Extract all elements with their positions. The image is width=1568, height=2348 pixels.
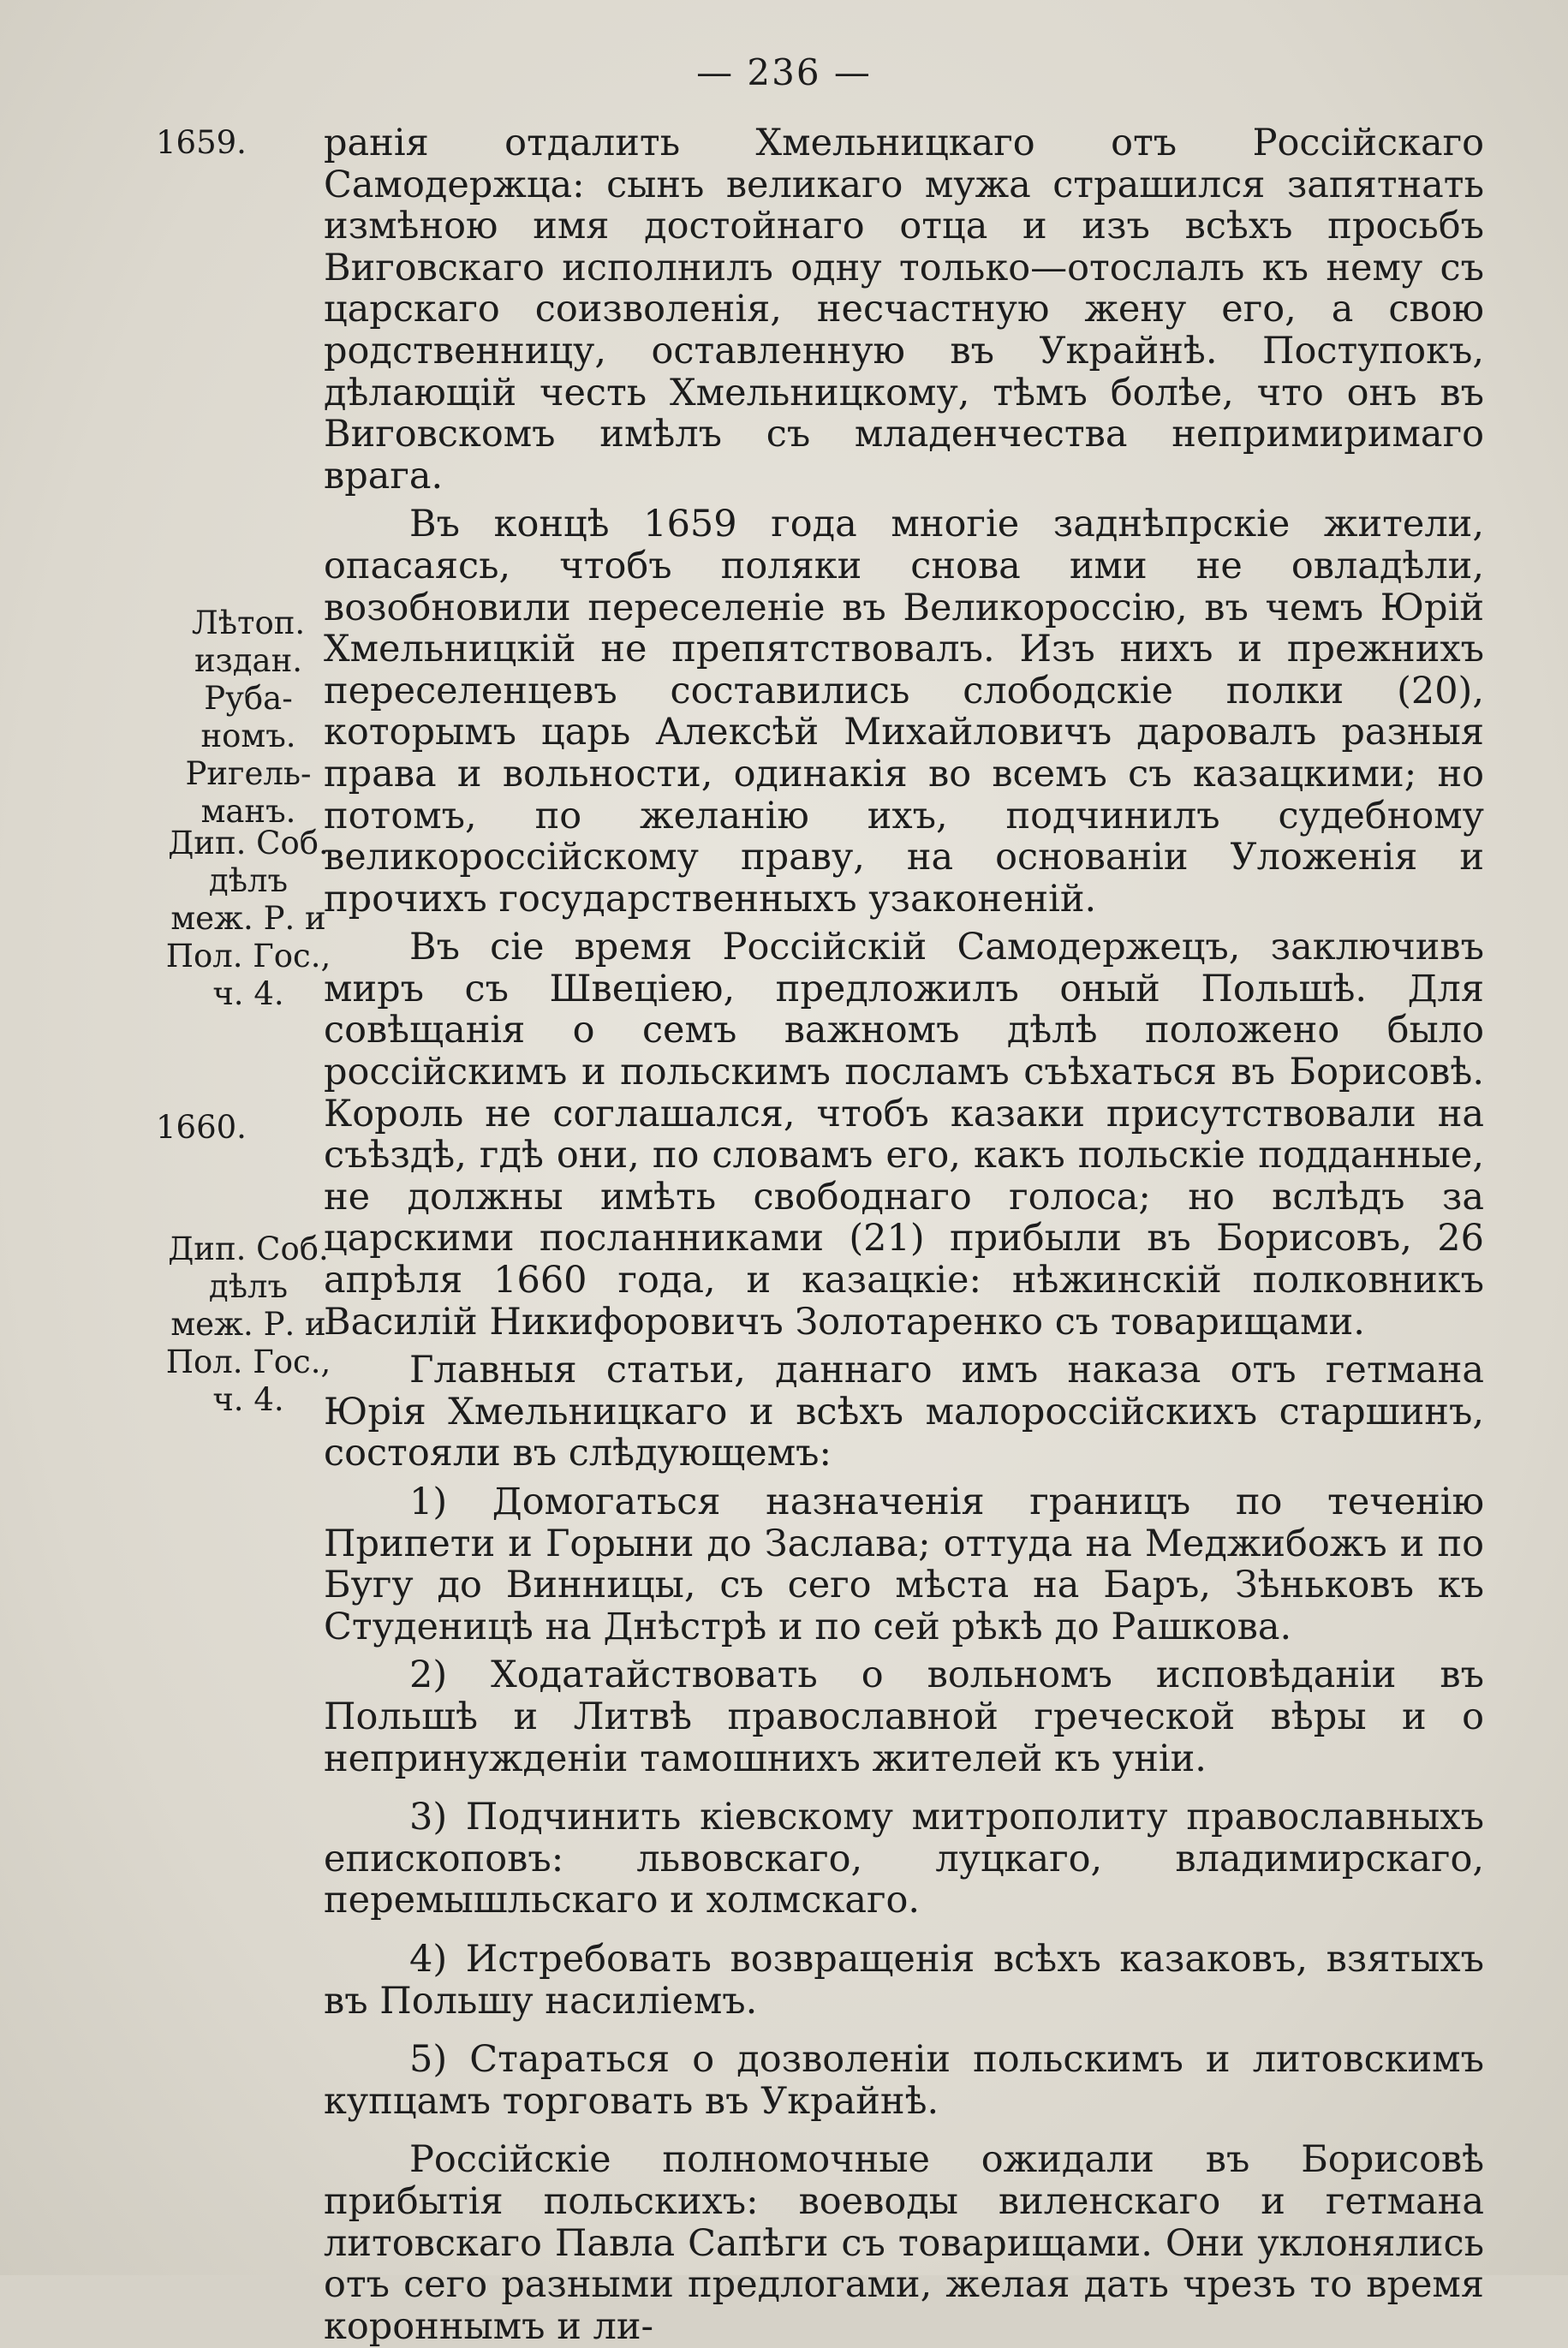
margin-note-line: Пол. Гос., [165, 1344, 331, 1380]
paragraph: Въ концѣ 1659 года многіе заднѣпрскіе жители, опасаясь, чтобъ поляки снова ими не овладѣли, возобновили переселеніе въ Великороссію, въ чемъ Юрій Хмельницкій не препятствовалъ. Изъ нихъ и прежнихъ переселенцевъ составились слободскіе полки (20), которымъ царь Алексѣй Михайловичъ даровалъ разныя права и вольности, одинакія во всемъ съ казацкими; но потомъ, по желанію ихъ, подчинилъ судебному великороссійскому праву, на основаніи Уложенія и прочихъ государственныхъ узаконеній. [324, 503, 1484, 921]
paragraph: ранія отдалить Хмельницкаго отъ Россійскаго Самодержца: сынъ великаго мужа страшился запятнать измѣною имя достойнаго отца и изъ всѣхъ просьбъ Виговскаго исполнилъ одну только—отослалъ къ нему съ царскаго соизволенія, несчастную жену его, а свою родственницу, оставленную въ Украйнѣ. Поступокъ, дѣлающій честь Хмельницкому, тѣмъ болѣе, что онъ въ Виговскомъ имѣлъ съ младенчества непримиримаго врага. [324, 122, 1484, 498]
list-item: 2) Ходатайствовать о вольномъ исповѣданіи въ Польшѣ и Литвѣ православной греческой вѣры и о непринужденіи тамошнихъ жителей къ уніи. [324, 1654, 1484, 1780]
margin-note-line: манъ. [200, 793, 296, 830]
list-item: 5) Стараться о дозволеніи польскимъ и литовскимъ купцамъ торговать въ Украйнѣ. [324, 2038, 1484, 2123]
paragraph: Россійскіе полномочные ожидали въ Борисовѣ прибытія польскихъ: воеводы виленскаго и гетмана литовскаго Павла Сапѣги съ товарищами. Они уклонялись отъ сего разными предлогами, желая дать чрезъ то время короннымъ и ли- [324, 2138, 1484, 2348]
margin-note-line: ч. 4. [212, 975, 284, 1012]
paragraph: Въ сіе время Россійскій Самодержецъ, заключивъ миръ съ Швеціею, предложилъ оный Польшѣ. Для совѣщанія о семъ важномъ дѣлѣ положено было россійскимъ и польскимъ посламъ съѣхаться въ Борисовѣ. Король не соглашался, чтобъ казаки присутствовали на съѣздѣ, гдѣ они, по словамъ его, какъ польскіе подданные, не должны имѣть свободнаго голоса; но вслѣдъ за царскими посланниками (21) прибыли въ Борисовъ, 26 апрѣля 1660 года, и казацкіе: нѣжинскій полковникъ Василій Никифоровичъ Золотаренко съ товарищами. [324, 926, 1484, 1344]
margin-note-line: дѣлъ [208, 862, 289, 899]
margin-note-line: Пол. Гос., [165, 938, 331, 974]
margin-note-line: меж. Р. и [170, 1306, 326, 1343]
list-item: 1) Домогаться назначенія границъ по теченію Припети и Горыни до Заслава; оттуда на Меджибожъ и по Бугу до Винницы, съ сего мѣста на Баръ, Зѣньковъ къ Студеницѣ на Днѣстрѣ и по сей рѣкѣ до Рашкова. [324, 1481, 1484, 1648]
page-number: — 236 — [696, 51, 872, 93]
margin-note-line: дѣлъ [208, 1268, 289, 1305]
list-item: 4) Истребовать возвращенія всѣхъ казаковъ, взятыхъ въ Польшу насиліемъ. [324, 1937, 1484, 2023]
margin-note-line: издан. [194, 642, 303, 679]
margin-note-chronicle [154, 605, 343, 831]
margin-year-1659: 1659. [156, 124, 247, 161]
margin-note-line: ч. 4. [212, 1381, 284, 1418]
list-item: 3) Подчинить кіевскому митрополиту православныхъ епископовъ: львовскаго, луцкаго, владимирскаго, перемышльскаго и холмскаго. [324, 1796, 1484, 1922]
margin-year-1660: 1660. [156, 1109, 247, 1146]
margin-note-line: Ригель- [185, 755, 312, 792]
margin-note-line: Дип. Соб. [168, 825, 329, 861]
margin-note-line: меж. Р. и [170, 900, 326, 937]
margin-note-line: Руба- [204, 680, 293, 717]
paragraph: Главныя статьи, даннаго имъ наказа отъ гетмана Юрія Хмельницкаго и всѣхъ малороссійскихъ старшинъ, состояли въ слѣдующемъ: [324, 1349, 1484, 1475]
main-text [324, 122, 1484, 2347]
margin-note-line: Лѣтоп. [191, 605, 306, 641]
margin-note-line: номъ. [200, 718, 296, 754]
margin-note-diplomatic-2 [154, 1231, 343, 1419]
margin-note-diplomatic-1 [154, 825, 343, 1013]
margin-note-line: Дип. Соб. [168, 1231, 329, 1267]
